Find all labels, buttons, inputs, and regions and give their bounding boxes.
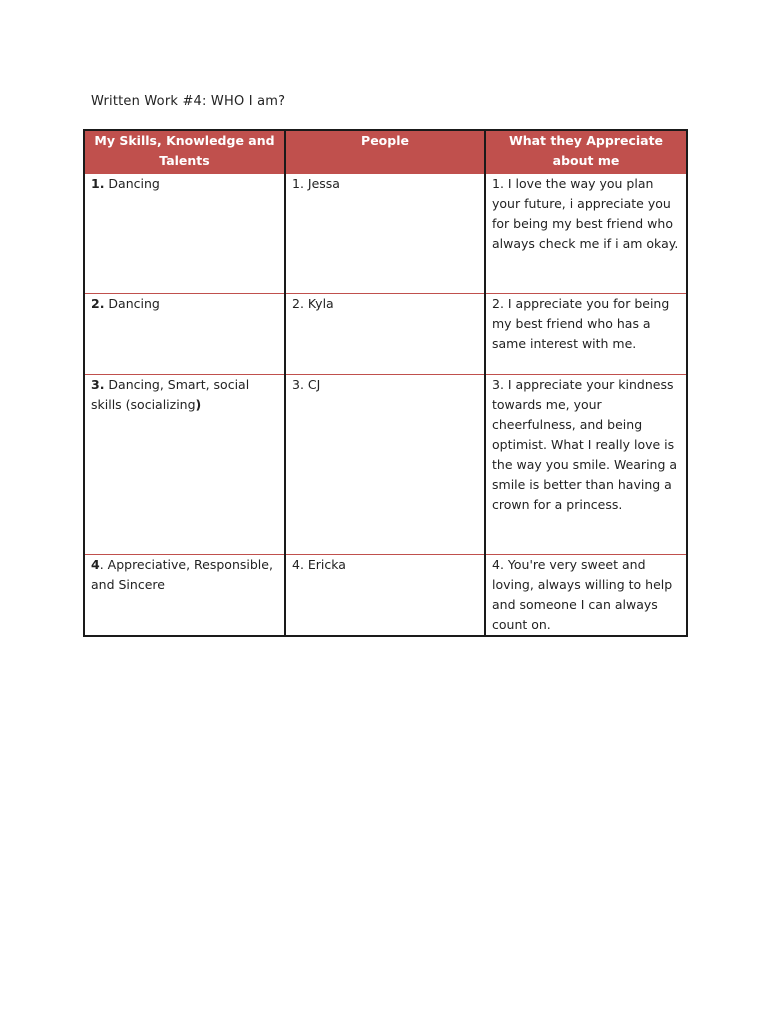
row-number: 4 [91,557,100,572]
appreciation-cell: 4. You're very sweet and loving, always willing to help and someone I can always count on. [485,555,687,637]
row-number: 2. [91,296,105,311]
table-row [84,375,687,555]
table-header-row [84,130,687,174]
person-cell: 1. Jessa [285,174,485,294]
table-row [84,555,687,637]
skill-text: Dancing, Smart, social skills (socializing [91,377,250,412]
skill-text: . Appreciative, Responsible, and Sincere [91,557,273,592]
appreciation-cell: 2. I appreciate you for being my best friend who has a same interest with me. [485,294,687,375]
skill-cell [84,294,285,375]
person-cell: 4. Ericka [285,555,485,637]
skill-cell [84,375,285,555]
skill-cell [84,555,285,637]
document-title: Written Work #4: WHO I am? [91,94,286,109]
appreciation-cell: 3. I appreciate your kindness towards me, your cheerfulness, and being optimist. What I really love is the way you smile. Wearing a smile is better than having a crown for a princess. [485,375,687,555]
header-people: People [285,130,485,174]
skill-cell [84,174,285,294]
skills-table [83,129,688,637]
skill-text-tail: ) [195,397,202,412]
skill-text: Dancing [104,296,160,311]
person-cell: 3. CJ [285,375,485,555]
table-row [84,174,687,294]
appreciation-cell: 1. I love the way you plan your future, i appreciate you for being my best friend who always check me if i am okay. [485,174,687,294]
row-number: 3. [91,377,105,392]
header-appreciation: What they Appreciate about me [485,130,687,174]
table-row [84,294,687,375]
header-skills: My Skills, Knowledge and Talents [84,130,285,174]
person-cell: 2. Kyla [285,294,485,375]
skill-text: Dancing [104,176,160,191]
row-number: 1. [91,176,105,191]
